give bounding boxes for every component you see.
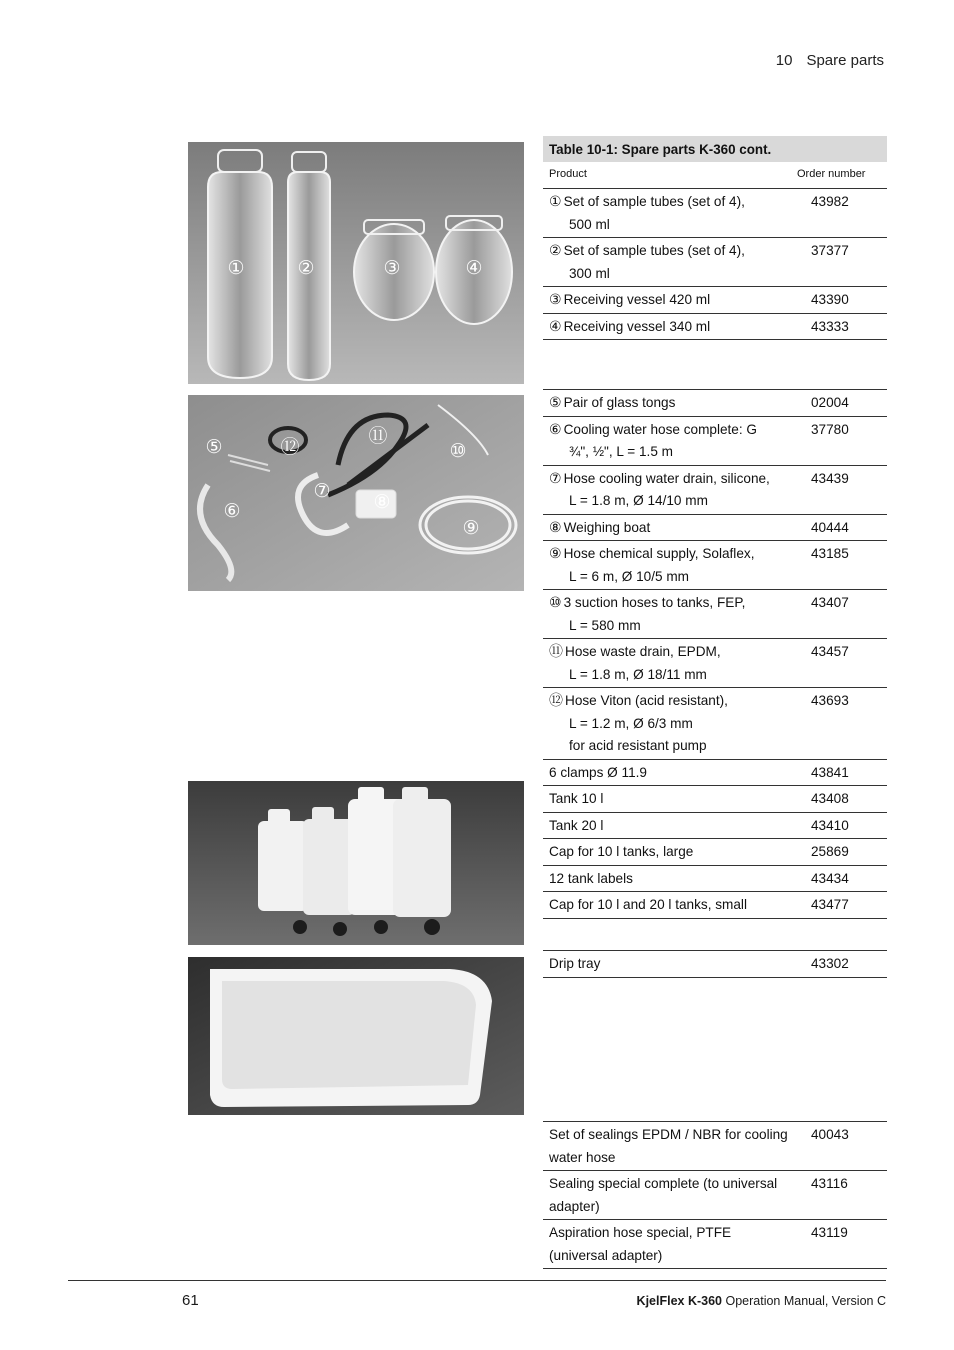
- row-product: Cap for 10 l tanks, large: [549, 844, 694, 859]
- table-row: [543, 892, 887, 919]
- row-marker: ④: [549, 318, 562, 335]
- table-row: [543, 417, 887, 466]
- table-row: [543, 639, 887, 688]
- spare-parts-table-cont-hoses: [543, 389, 887, 919]
- row-product-cont: ¾", ½", L = 1.5 m: [569, 444, 673, 459]
- row-order: 43333: [811, 318, 849, 334]
- row-product-cont: 300 ml: [569, 265, 610, 281]
- table-row: [543, 839, 887, 866]
- chapter-title: Spare parts: [806, 52, 884, 69]
- row-product-cont: L = 580 mm: [569, 617, 641, 633]
- row-product: 12 tank labels: [549, 870, 633, 886]
- row-product: Set of sample tubes (set of 4),: [563, 243, 745, 258]
- table-row: [543, 541, 887, 590]
- row-product: Receiving vessel 340 ml: [563, 318, 711, 334]
- row-product: Receiving vessel 420 ml: [563, 292, 711, 307]
- row-order: 43477: [811, 897, 849, 912]
- row-order: 43119: [811, 1225, 848, 1240]
- table-row: [543, 786, 887, 813]
- table-row: [543, 515, 887, 542]
- row-order: 37780: [811, 421, 849, 437]
- callout-3: ③: [383, 257, 401, 279]
- product-name: KjelFlex K-360: [636, 1294, 723, 1308]
- table-row: [543, 287, 887, 314]
- row-product: Sealing special complete (to universal: [549, 1176, 778, 1191]
- row-order: 43390: [811, 292, 849, 307]
- manual-version: Operation Manual, Version C: [722, 1294, 886, 1308]
- callout-11: ⑪: [368, 425, 388, 447]
- table-row: [543, 1220, 887, 1269]
- row-order: 43841: [811, 764, 849, 780]
- row-marker: ⑥: [549, 421, 562, 438]
- row-product: Drip tray: [549, 956, 601, 971]
- row-order: 43302: [811, 956, 849, 971]
- row-product: Hose Viton (acid resistant),: [565, 693, 728, 708]
- row-marker: ③: [549, 292, 562, 308]
- row-order: 37377: [811, 243, 849, 258]
- row-product: 6 clamps Ø 11.9: [549, 764, 647, 780]
- spare-parts-table-cont-tray: [543, 950, 887, 978]
- row-product: Tank 20 l: [549, 817, 604, 833]
- callout-10: ⑩: [449, 440, 467, 462]
- row-order: 43439: [811, 470, 849, 486]
- row-marker: ⑪: [549, 644, 563, 660]
- photo-sample-tubes: [188, 142, 524, 384]
- row-order: 43434: [811, 870, 849, 886]
- callout-8: ⑧: [373, 491, 391, 513]
- col-product: Product: [549, 168, 587, 180]
- row-product-cont: (universal adapter): [549, 1247, 663, 1263]
- table-row: [543, 389, 887, 417]
- row-product: Pair of glass tongs: [563, 395, 676, 410]
- spare-parts-table-cont-sealings: [543, 1121, 887, 1269]
- row-product: Hose waste drain, EPDM,: [565, 644, 721, 659]
- photo-hoses: [188, 395, 524, 591]
- row-order: 43185: [811, 546, 849, 561]
- row-marker: ⑫: [549, 693, 563, 709]
- table-row: [543, 590, 887, 639]
- row-product: Weighing boat: [563, 519, 651, 535]
- table-row: [543, 866, 887, 893]
- callout-5: ⑤: [205, 436, 223, 458]
- row-order: 40043: [811, 1127, 849, 1142]
- row-product-cont: water hose: [549, 1149, 616, 1165]
- photo-drip-tray: [188, 957, 524, 1115]
- row-product-cont: for acid resistant pump: [569, 738, 707, 753]
- row-marker: ⑤: [549, 395, 562, 411]
- page-number: 61: [182, 1292, 199, 1309]
- table-row: [543, 813, 887, 840]
- row-product-cont: L = 1.8 m, Ø 14/10 mm: [569, 493, 708, 508]
- row-product-cont: L = 1.8 m, Ø 18/11 mm: [569, 666, 707, 682]
- photo-tanks: [188, 781, 524, 945]
- row-marker: ⑧: [549, 519, 562, 536]
- table-row: [543, 950, 887, 978]
- row-product: Tank 10 l: [549, 791, 604, 806]
- row-product: Cooling water hose complete: G: [563, 421, 757, 437]
- row-order: 43693: [811, 693, 849, 708]
- row-marker: ②: [549, 243, 562, 259]
- row-product-cont: 500 ml: [569, 216, 610, 232]
- running-header: [776, 52, 884, 69]
- row-product-cont: L = 1.2 m, Ø 6/3 mm: [569, 715, 693, 731]
- row-product-cont: adapter): [549, 1198, 600, 1214]
- document-title: [637, 1294, 886, 1308]
- row-marker: ⑩: [549, 595, 562, 611]
- table-row: [543, 466, 887, 515]
- table-row: [543, 688, 887, 760]
- row-product-cont: L = 6 m, Ø 10/5 mm: [569, 568, 689, 584]
- row-order: 02004: [811, 395, 849, 410]
- row-order: 43457: [811, 644, 849, 659]
- row-order: 43408: [811, 791, 849, 806]
- table-row: [543, 760, 887, 787]
- table-row: [543, 189, 887, 238]
- table-row: [543, 1171, 887, 1220]
- callout-2: ②: [297, 257, 315, 279]
- row-order: 40444: [811, 519, 849, 535]
- row-product: Set of sealings EPDM / NBR for cooling: [549, 1127, 788, 1142]
- row-order: 43982: [811, 194, 849, 209]
- callout-12: ⑫: [280, 436, 300, 458]
- row-marker: ⑦: [549, 470, 562, 487]
- callout-6: ⑥: [223, 500, 241, 522]
- table-caption: Table 10-1: Spare parts K-360 cont.: [543, 136, 887, 162]
- row-product: Hose chemical supply, Solaflex,: [563, 546, 755, 561]
- callout-9: ⑨: [462, 517, 480, 539]
- row-product: Hose cooling water drain, silicone,: [563, 470, 770, 486]
- table-row: [543, 314, 887, 341]
- row-marker: ①: [549, 194, 562, 210]
- row-product: Set of sample tubes (set of 4),: [563, 194, 745, 209]
- row-order: 43410: [811, 817, 849, 833]
- callout-1: ①: [227, 257, 245, 279]
- chapter-number: 10: [775, 52, 793, 69]
- callout-4: ④: [465, 257, 483, 279]
- row-product: 3 suction hoses to tanks, FEP,: [563, 595, 746, 610]
- row-product: Aspiration hose special, PTFE: [549, 1225, 732, 1240]
- callout-7: ⑦: [313, 480, 331, 502]
- row-order: 43116: [811, 1176, 848, 1191]
- table-row: [543, 238, 887, 287]
- row-order: 25869: [811, 844, 849, 859]
- spare-parts-table: [543, 136, 887, 340]
- col-order-number: Order number: [797, 168, 866, 180]
- row-product: Cap for 10 l and 20 l tanks, small: [549, 897, 747, 912]
- table-header: [543, 162, 887, 189]
- footer-divider: [68, 1280, 886, 1281]
- row-order: 43407: [811, 595, 849, 610]
- table-row: [543, 1121, 887, 1171]
- row-marker: ⑨: [549, 546, 562, 562]
